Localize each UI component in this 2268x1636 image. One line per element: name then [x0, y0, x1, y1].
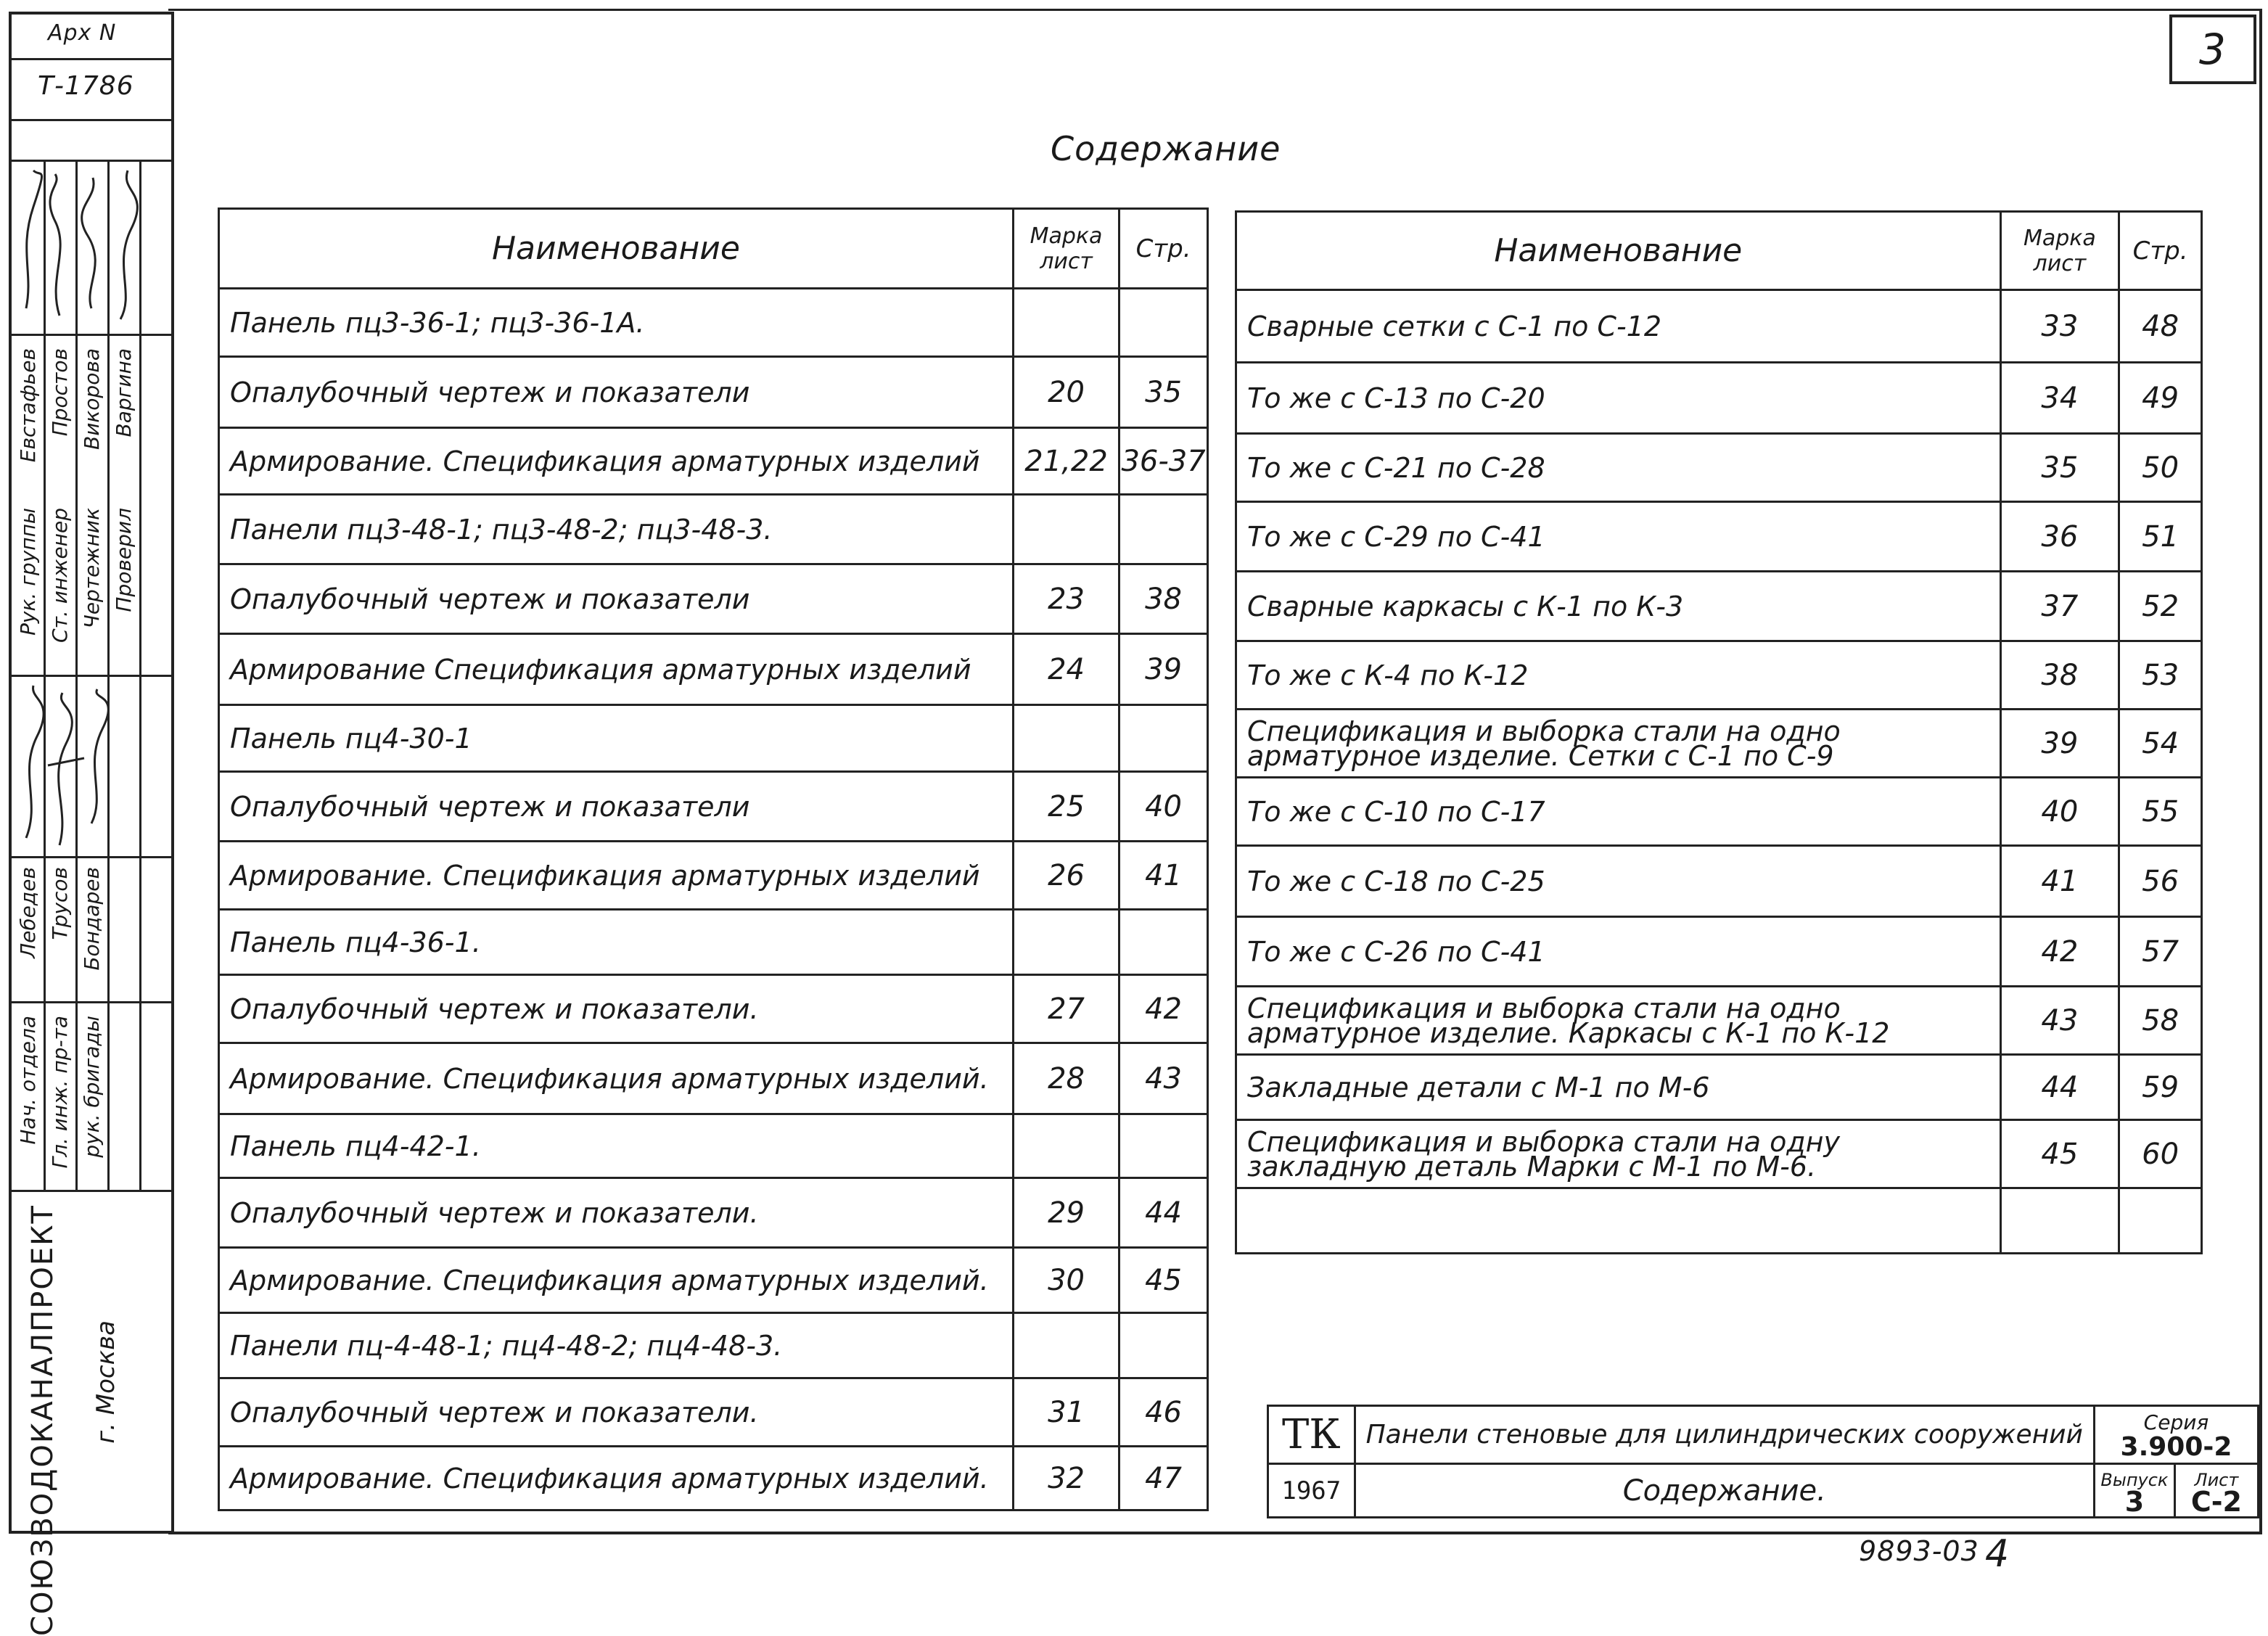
table-row	[219, 1178, 1208, 1248]
cell-mark: 35	[2000, 434, 2119, 502]
cell-mark	[1013, 1114, 1119, 1178]
cell-name: Опалубочный чертеж и показатели	[219, 772, 1014, 842]
role-3: Чертежник	[80, 508, 104, 629]
cell-mark: 31	[1013, 1378, 1119, 1447]
cell-mark: 33	[2000, 290, 2119, 363]
cell-page: 36-37	[1119, 428, 1208, 495]
table-row	[1236, 363, 2202, 434]
cell-page: 59	[2119, 1055, 2202, 1120]
role-1: Рук. группы	[16, 508, 40, 636]
cell-page: 56	[2119, 846, 2202, 917]
table-row	[219, 842, 1208, 910]
cell-name: То же с С-21 по С-28	[1236, 434, 2001, 502]
table-row	[219, 910, 1208, 975]
cell-mark	[1013, 289, 1119, 357]
tb-sheet-title: Содержание.	[1355, 1464, 2094, 1518]
cell-name: То же с С-13 по С-20	[1236, 363, 2001, 434]
left-table-body	[219, 289, 1208, 1510]
cell-name: Панель пц4-36-1.	[219, 910, 1014, 975]
cell-page: 50	[2119, 434, 2202, 502]
table-row	[1236, 1188, 2202, 1254]
name-7: Бондарев	[80, 867, 104, 971]
cell-page	[1119, 705, 1208, 772]
cell-name: Закладные детали с М-1 по М-6	[1236, 1055, 2001, 1120]
city: г. Москва	[91, 1320, 120, 1444]
cell-name: Армирование Спецификация арматурных изделий	[219, 634, 1014, 705]
col-header-page: Стр.	[2119, 212, 2202, 290]
table-row	[219, 495, 1208, 564]
cell-page: 52	[2119, 572, 2202, 641]
page-title: Содержание	[1051, 129, 1281, 168]
table-row	[1236, 710, 2202, 778]
cell-mark: 36	[2000, 502, 2119, 572]
cell-mark: 27	[1013, 975, 1119, 1043]
cell-page: 47	[1119, 1447, 1208, 1510]
cell-name: Армирование. Спецификация арматурных изделий.	[219, 1248, 1014, 1313]
cell-name: Опалубочный чертеж и показатели.	[219, 975, 1014, 1043]
cell-page	[2119, 1188, 2202, 1254]
cell-mark: 43	[2000, 987, 2119, 1055]
cell-page: 53	[2119, 641, 2202, 710]
table-row	[1236, 290, 2202, 363]
cell-page: 48	[2119, 290, 2202, 363]
cell-name: Опалубочный чертеж и показатели	[219, 564, 1014, 634]
cell-page: 43	[1119, 1043, 1208, 1114]
cell-mark: 21,22	[1013, 428, 1119, 495]
table-row	[219, 1378, 1208, 1447]
cell-name: Опалубочный чертеж и показатели.	[219, 1178, 1014, 1248]
cell-page: 51	[2119, 502, 2202, 572]
cell-name: Спецификация и выборка стали на одно арматурное изделие. Каркасы с К-1 по К-12	[1236, 987, 2001, 1055]
cell-mark: 41	[2000, 846, 2119, 917]
cell-mark: 34	[2000, 363, 2119, 434]
cell-page: 57	[2119, 917, 2202, 987]
table-row	[219, 975, 1208, 1043]
name-4: Варгина	[112, 348, 136, 437]
tb-list	[2174, 1464, 2258, 1518]
cell-name: Панель пц4-42-1.	[219, 1114, 1014, 1178]
cell-mark: 29	[1013, 1178, 1119, 1248]
cell-page: 40	[1119, 772, 1208, 842]
table-row	[219, 1447, 1208, 1510]
table-row	[219, 772, 1208, 842]
cell-page: 58	[2119, 987, 2202, 1055]
tb-issue	[2094, 1464, 2174, 1518]
tb-series-value: 3.900-2	[2120, 1431, 2232, 1462]
tb-issue-value: 3	[2124, 1485, 2145, 1518]
footer-mark: 4	[1985, 1532, 2010, 1576]
archive-label: Арх N	[48, 20, 117, 46]
cell-page	[1119, 495, 1208, 564]
table-row	[1236, 846, 2202, 917]
cell-page: 42	[1119, 975, 1208, 1043]
archive-number: Т-1786	[38, 71, 134, 101]
cell-page: 60	[2119, 1120, 2202, 1188]
sheet-number: 3	[2169, 15, 2256, 84]
table-row	[1236, 502, 2202, 572]
cell-page: 46	[1119, 1378, 1208, 1447]
cell-page	[1119, 910, 1208, 975]
table-row	[219, 1313, 1208, 1378]
tb-list-value: С-2	[2190, 1485, 2242, 1518]
cell-mark	[1013, 1313, 1119, 1378]
col-header-name: Наименование	[1236, 212, 2001, 290]
cell-mark: 30	[1013, 1248, 1119, 1313]
table-row	[219, 289, 1208, 357]
cell-mark: 42	[2000, 917, 2119, 987]
cell-page: 39	[1119, 634, 1208, 705]
cell-name: Опалубочный чертеж и показатели.	[219, 1378, 1014, 1447]
tb-list-label: Лист	[2194, 1469, 2239, 1490]
cell-mark: 40	[2000, 778, 2119, 846]
tb-issue-label: Выпуск	[2100, 1469, 2169, 1490]
cell-name: Сварные сетки с С-1 по С-12	[1236, 290, 2001, 363]
cell-name: Армирование. Спецификация арматурных изделий.	[219, 1447, 1014, 1510]
table-row	[219, 705, 1208, 772]
table-row	[1236, 1055, 2202, 1120]
cell-mark	[1013, 705, 1119, 772]
cell-mark: 20	[1013, 357, 1119, 428]
table-row	[219, 1043, 1208, 1114]
contents-table-right	[1235, 210, 2203, 1254]
role-5: Нач. отдела	[16, 1016, 40, 1145]
cell-page: 44	[1119, 1178, 1208, 1248]
table-row	[219, 428, 1208, 495]
table-row	[219, 357, 1208, 428]
role-4: Проверил	[112, 508, 136, 612]
table-row	[1236, 917, 2202, 987]
cell-name: Армирование. Спецификация арматурных изделий.	[219, 1043, 1014, 1114]
tb-series	[2094, 1406, 2258, 1464]
cell-mark: 38	[2000, 641, 2119, 710]
cell-mark: 28	[1013, 1043, 1119, 1114]
cell-name: Спецификация и выборка стали на одну закладную деталь Марки с М-1 по М-6.	[1236, 1120, 2001, 1188]
footer-number: 9893-03	[1859, 1535, 1979, 1567]
tb-year: 1967	[1268, 1464, 1355, 1518]
table-row	[1236, 434, 2202, 502]
cell-mark: 32	[1013, 1447, 1119, 1510]
col-header-mark: Марка лист	[1013, 209, 1119, 289]
cell-page: 45	[1119, 1248, 1208, 1313]
cell-page: 41	[1119, 842, 1208, 910]
cell-name: Опалубочный чертеж и показатели	[219, 357, 1014, 428]
table-row	[219, 1114, 1208, 1178]
role-6: Гл. инж. пр-та	[48, 1016, 72, 1169]
cell-page	[1119, 289, 1208, 357]
cell-name: Панели пц-4-48-1; пц4-48-2; пц4-48-3.	[219, 1313, 1014, 1378]
role-2: Ст. инженер	[48, 508, 72, 643]
cell-name: То же с С-18 по С-25	[1236, 846, 2001, 917]
cell-mark: 37	[2000, 572, 2119, 641]
cell-name: Армирование. Спецификация арматурных изделий	[219, 428, 1014, 495]
cell-page: 54	[2119, 710, 2202, 778]
tb-description: Панели стеновые для цилиндрических сооружений	[1355, 1406, 2094, 1464]
name-5: Лебедев	[16, 867, 40, 958]
cell-mark: 23	[1013, 564, 1119, 634]
table-row	[219, 564, 1208, 634]
cell-name	[1236, 1188, 2001, 1254]
table-row	[219, 1248, 1208, 1313]
cell-name: Панель пц3-36-1; пц3-36-1А.	[219, 289, 1014, 357]
cell-page: 38	[1119, 564, 1208, 634]
cell-mark: 45	[2000, 1120, 2119, 1188]
cell-page: 35	[1119, 357, 1208, 428]
table-row	[1236, 1120, 2202, 1188]
table-row	[1236, 641, 2202, 710]
right-table-body	[1236, 290, 2202, 1254]
role-7: рук. бригады	[80, 1016, 104, 1158]
name-2: Простов	[48, 348, 72, 437]
cell-mark: 26	[1013, 842, 1119, 910]
signatures-group-1	[12, 163, 171, 330]
table-row	[1236, 987, 2202, 1055]
cell-name: То же с С-29 по С-41	[1236, 502, 2001, 572]
cell-page: 49	[2119, 363, 2202, 434]
table-row	[219, 634, 1208, 705]
table-row	[1236, 778, 2202, 846]
cell-name: Спецификация и выборка стали на одно арматурное изделие. Сетки с С-1 по С-9	[1236, 710, 2001, 778]
cell-mark	[2000, 1188, 2119, 1254]
cell-mark: 39	[2000, 710, 2119, 778]
cell-name: То же с С-10 по С-17	[1236, 778, 2001, 846]
left-margin-strip	[9, 12, 174, 1636]
cell-mark: 25	[1013, 772, 1119, 842]
cell-mark: 24	[1013, 634, 1119, 705]
name-6: Трусов	[48, 867, 72, 940]
cell-page	[1119, 1313, 1208, 1378]
cell-name: Панель пц4-30-1	[219, 705, 1014, 772]
cell-mark: 44	[2000, 1055, 2119, 1120]
cell-name: Сварные каркасы с К-1 по К-3	[1236, 572, 2001, 641]
cell-name: То же с К-4 по К-12	[1236, 641, 2001, 710]
contents-table-left	[218, 207, 1209, 1511]
tb-series-label: Серия	[2143, 1410, 2209, 1434]
col-header-page: Стр.	[1119, 209, 1208, 289]
title-block	[1267, 1405, 2259, 1518]
col-header-name: Наименование	[219, 209, 1014, 289]
table-row	[1236, 572, 2202, 641]
cell-name: Панели пц3-48-1; пц3-48-2; пц3-48-3.	[219, 495, 1014, 564]
organization-name: СОЮЗВОДОКАНАЛПРОЕКТ	[26, 1204, 59, 1636]
cell-name: То же с С-26 по С-41	[1236, 917, 2001, 987]
tb-code: ТК	[1268, 1406, 1355, 1464]
cell-mark	[1013, 910, 1119, 975]
cell-page	[1119, 1114, 1208, 1178]
cell-mark	[1013, 495, 1119, 564]
name-1: Евстафьев	[16, 348, 40, 463]
col-header-mark: Марка лист	[2000, 212, 2119, 290]
cell-name: Армирование. Спецификация арматурных изделий	[219, 842, 1014, 910]
name-3: Викорова	[80, 348, 104, 451]
cell-page: 55	[2119, 778, 2202, 846]
signatures-group-2	[12, 678, 171, 852]
